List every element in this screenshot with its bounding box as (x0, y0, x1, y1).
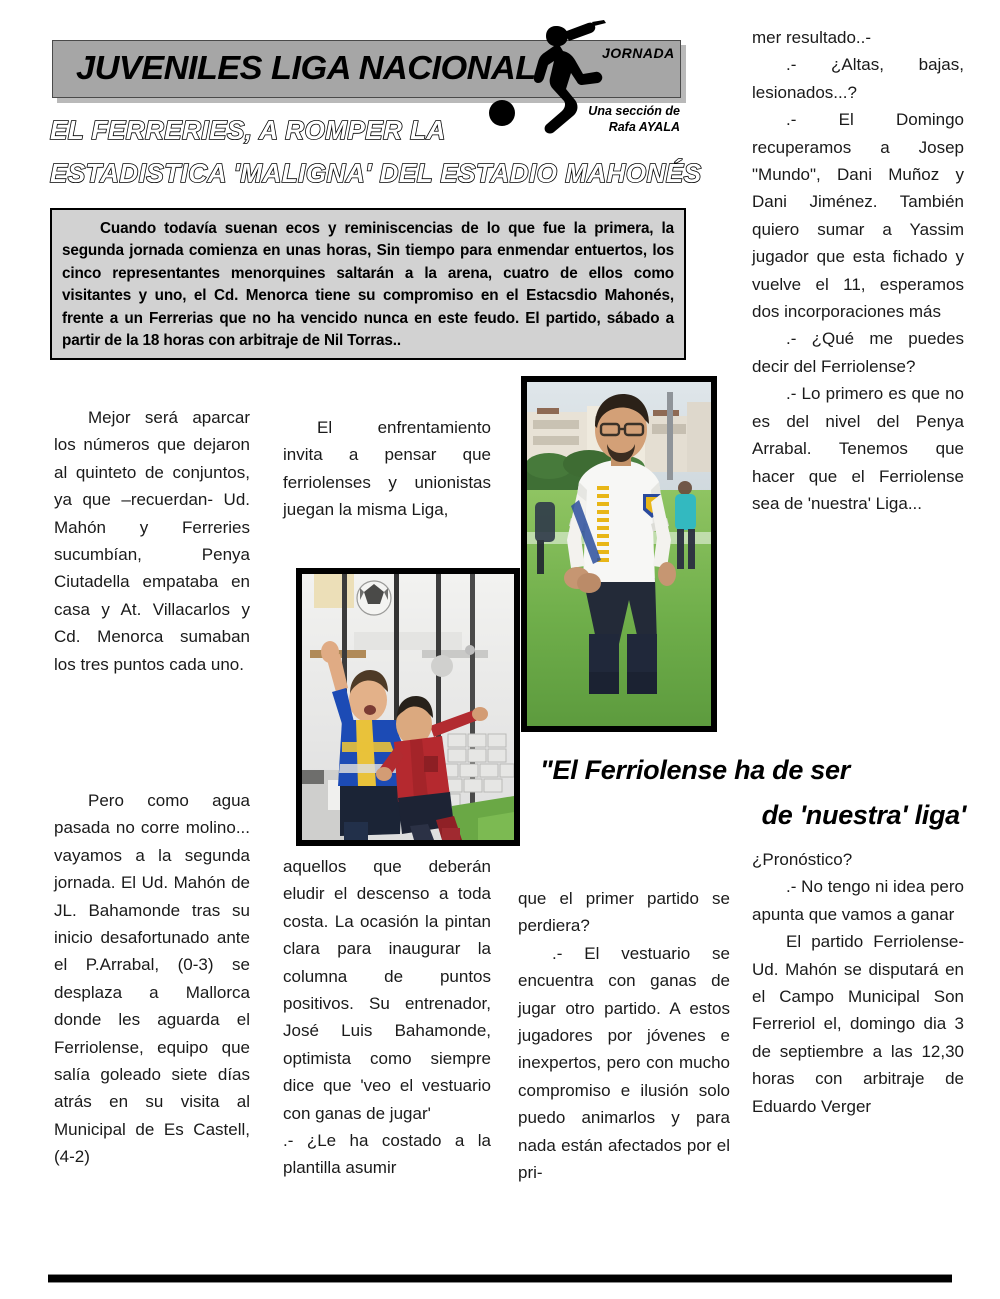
coach-photo-image (527, 382, 711, 726)
column-2-lower (283, 853, 491, 1182)
masthead-title: JUVENILES LIGA NACIONAL (76, 49, 536, 86)
paragraph: El partido Ferriolense-Ud. Mahón se disputará en el Campo Municipal Son Ferreriol el, domingo dia 3 de septiembre a las 12,30 horas con arbitraje de Eduardo Verger (752, 932, 964, 1116)
header-duel-photo (296, 568, 520, 846)
page-headline-line-1: EL FERRERIES, A ROMPER LA (50, 115, 446, 145)
section-byline-line2: Rafa AYALA (608, 120, 680, 134)
soccer-player-silhouette-icon (520, 20, 610, 135)
column-2-upper (283, 414, 491, 524)
column-1-lower (54, 787, 250, 1171)
paragraph: Pero como agua pasada no corre molino... vayamos a la segunda jornada. El Ud. Mahón de JL. Bahamonde tras su inicio desafortunado ante el P.Arrabal, (0-3) se desplaza a Mallorca donde les aguarda el Ferriolense, equipo que salía goleado siete días atrás en su visita al Municipal de Es Castell, (4-2) (54, 791, 250, 1167)
coach-photo (521, 376, 717, 732)
column-4-lower (752, 846, 964, 1120)
jornada-label: JORNADA (602, 45, 675, 61)
pull-quote-line-1: "El Ferriolense ha de ser (540, 755, 850, 785)
paragraph: .- ¿Qué me puedes decir del Ferriolense? (752, 329, 964, 376)
paragraph: .- No tengo ni idea pero apunta que vamos a ganar (752, 877, 964, 924)
column-4-upper (752, 24, 964, 517)
paragraph: aquellos que deberán eludir el descenso a toda costa. La ocasión la pintan clara para inaugurar la columna de puntos positivos. Su entrenador, José Luis Bahamonde, optimista como siempre dice que 'veo el vestuario con ganas de jugar' (283, 857, 491, 1123)
page-headline-line-2: ESTADISTICA 'MALIGNA' DEL ESTADIO MAHONÉS (50, 158, 702, 188)
paragraph: mer resultado..- (752, 28, 872, 47)
soccer-ball-icon (489, 100, 515, 126)
pull-quote (534, 748, 966, 838)
paragraph: .- El Domingo recuperamos a Josep "Mundo", Dani Muñoz y Dani Jiménez. También quiero sumar a Yassim jugador que esta fichado y vuelve el 11, esperamos dos incorporaciones más (752, 110, 964, 322)
column-3-lower (518, 885, 730, 1186)
paragraph: .- ¿Altas, bajas, lesionados...? (752, 55, 964, 102)
paragraph: .- Lo primero es que no es del nivel del Penya Arrabal. Tenemos que hacer que el Ferriolense sea de 'nuestra' Liga... (752, 384, 964, 513)
intro-summary-box (50, 208, 686, 360)
bottom-divider-rule (48, 1274, 952, 1283)
header-duel-photo-image (302, 574, 514, 840)
paragraph: ¿Pronóstico? (752, 850, 853, 869)
paragraph: El enfrentamiento invita a pensar que ferriolenses y unionistas juegan la misma Liga, (283, 418, 491, 520)
paragraph: Mejor será aparcar los números que dejaron al quinteto de conjuntos, ya que –recuerdan- Ud. Mahón y Ferreries sucumbían, Penya Ciutadella empataba en casa y At. Villacarlos y Cd. Menorca sumaban los tres puntos cada uno. (54, 408, 250, 674)
column-1-upper (54, 404, 250, 678)
paragraph: .- ¿Le ha costado a la plantilla asumir (283, 1131, 491, 1178)
section-byline-line1: Una sección de (588, 104, 680, 118)
pull-quote-line-2: de 'nuestra' liga' (761, 800, 966, 830)
paragraph: que el primer partido se perdiera? (518, 889, 730, 936)
paragraph: .- El vestuario se encuentra con ganas de jugar otro partido. A estos jugadores por jóvenes e inexpertos, pero con mucho compromiso e ilusión solo puedo animarlos y para nada están afectados por el pri- (518, 943, 730, 1183)
intro-summary-text: Cuando todavía suenan ecos y reminiscencias de lo que fue la primera, la segunda jornada comienza en unas horas, Sin tiempo para enmendar entuertos, los cinco representantes menorquines saltarán a la arena, cuatro de ellos como visitantes y uno, el Cd. Menorca tiene su compromiso en el Estacsdio Mahonés, frente a un Ferrerias que no ha vencido nunca en este feudo. El partido, sábado a partir de la 18 horas con arbitraje de Nil Torras.. (62, 220, 674, 350)
